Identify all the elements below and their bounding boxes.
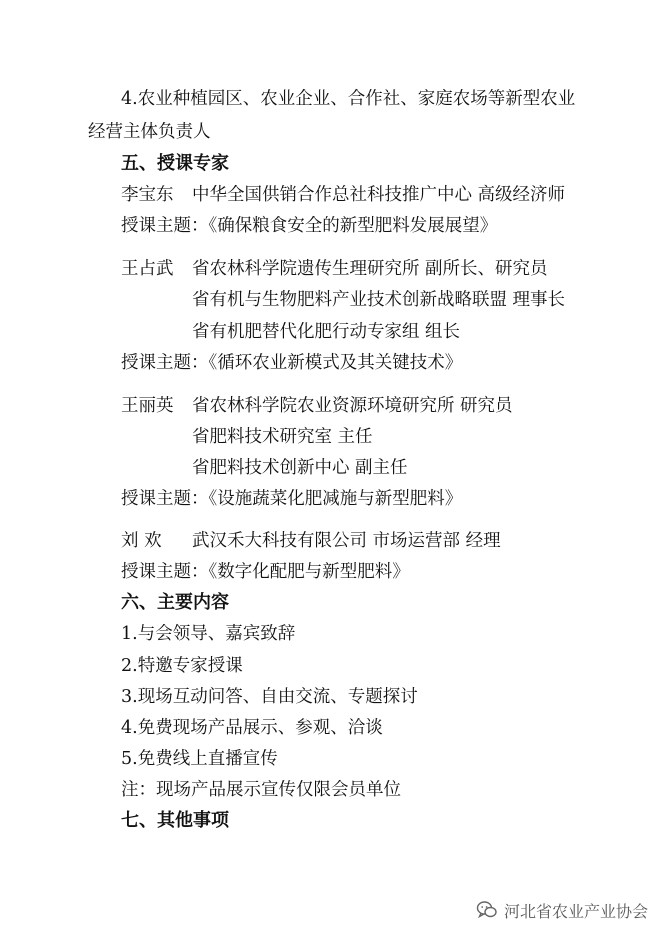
item-4-line-2: 经营主体负责人	[88, 122, 211, 142]
expert-3-topic: 授课主题：《设施蔬菜化肥减施与新型肥料》	[121, 489, 463, 509]
expert-2-position-3: 省有机肥替代化肥行动专家组 组长	[192, 322, 461, 342]
expert-3-position-2: 省肥料技术研究室 主任	[192, 427, 373, 447]
expert-2-position-1: 省农林科学院遗传生理研究所 副所长、研究员	[192, 259, 548, 279]
expert-2-position-2: 省有机与生物肥料产业技术创新战略联盟 理事长	[192, 290, 566, 310]
expert-1-name: 李宝东	[121, 185, 174, 205]
watermark-text: 河北省农业产业协会	[504, 901, 649, 921]
content-item-4: 4.免费现场产品展示、参观、洽谈	[121, 718, 383, 738]
content-item-2: 2.特邀专家授课	[121, 656, 243, 676]
expert-1-position-1: 中华全国供销合作总社科技推广中心 高级经济师	[192, 185, 566, 205]
expert-4-name: 刘 欢	[121, 531, 162, 551]
section-7-heading: 七、其他事项	[121, 810, 229, 831]
expert-4-position-1: 武汉禾大科技有限公司 市场运营部 经理	[192, 531, 501, 551]
expert-2-topic: 授课主题：《循环农业新模式及其关键技术》	[121, 353, 463, 373]
expert-4-topic: 授课主题：《数字化配肥与新型肥料》	[121, 562, 410, 582]
content-note: 注：现场产品展示宣传仅限会员单位	[121, 780, 401, 800]
expert-2-name: 王占武	[121, 259, 174, 279]
expert-1-topic: 授课主题：《确保粮食安全的新型肥料发展展望》	[121, 216, 498, 236]
section-6-heading: 六、主要内容	[121, 592, 229, 613]
content-item-5: 5.免费线上直播宣传	[121, 749, 278, 769]
expert-3-name: 王丽英	[121, 396, 174, 416]
content-item-1: 1.与会领导、嘉宾致辞	[121, 624, 296, 644]
wechat-icon	[476, 900, 498, 920]
item-4-line-1: 4.农业种植园区、农业企业、合作社、家庭农场等新型农业	[121, 89, 576, 109]
expert-3-position-3: 省肥料技术创新中心 副主任	[192, 458, 408, 478]
wechat-watermark	[476, 898, 648, 922]
content-item-3: 3.现场互动问答、自由交流、专题探讨	[121, 687, 418, 707]
expert-3-position-1: 省农林科学院农业资源环境研究所 研究员	[192, 396, 513, 416]
section-5-heading: 五、授课专家	[121, 153, 229, 174]
